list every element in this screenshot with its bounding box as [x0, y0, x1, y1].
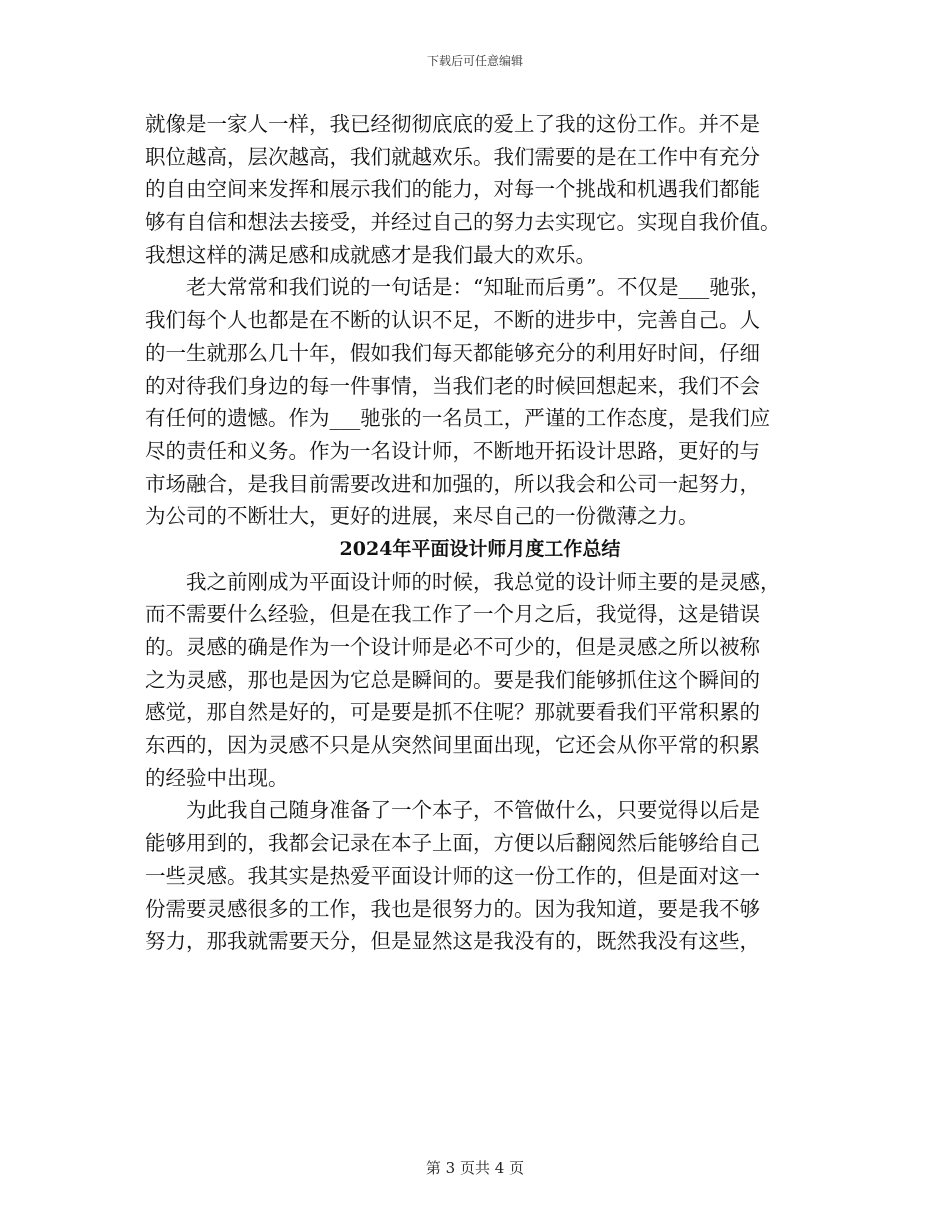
text-line: 尽的责任和义务。作为一名设计师，不断地开拓设计思路，更好的与 — [145, 438, 760, 463]
text-line: 为公司的不断壮大，更好的进展，来尽自己的一份微薄之力。 — [145, 504, 699, 529]
text-line: 之为灵感，那也是因为它总是瞬间的。要是我们能够抓住这个瞬间的 — [145, 667, 760, 692]
text-line: 感觉，那自然是好的，可是要是抓不住呢？那就要看我们平常积累的 — [145, 700, 760, 725]
text-line: 我之前刚成为平面设计师的时候，我总觉的设计师主要的是灵感， — [145, 569, 781, 594]
text-line: 老大常常和我们说的一句话是：“知耻而后勇”。不仅是___驰张， — [145, 275, 771, 300]
text-line: 就像是一家人一样，我已经彻彻底底的爱上了我的这份工作。并不是 — [145, 112, 760, 136]
page-header: 下载后可任意编辑 — [426, 54, 523, 68]
text-line: 一些灵感。我其实是热爱平面设计师的这一份工作的，但是面对这一 — [145, 863, 760, 888]
text-line: 东西的，因为灵感不只是从突然间里面出现，它还会从你平常的积累 — [145, 733, 760, 758]
page-footer: 第 3 页共 4 页 — [425, 1159, 525, 1177]
section-title: 2024年平面设计师月度工作总结 — [339, 537, 621, 560]
text-line: 职位越高，层次越高，我们就越欢乐。我们需要的是在工作中有充分 — [145, 144, 760, 169]
text-line: 份需要灵感很多的工作，我也是很努力的。因为我知道，要是我不够 — [145, 896, 760, 921]
text-line: 的。灵感的确是作为一个设计师是必不可少的，但是灵感之所以被称 — [145, 635, 760, 659]
text-line: 努力，那我就需要天分，但是显然这是我没有的，既然我没有这些， — [145, 929, 760, 954]
text-line: 的一生就那么几十年，假如我们每天都能够充分的利用好时间，仔细 — [145, 340, 760, 365]
text-line: 而不需要什么经验，但是在我工作了一个月之后，我觉得，这是错误 — [145, 602, 760, 627]
text-line: 够有自信和想法去接受，并经过自己的努力去实现它。实现自我价值。 — [145, 210, 781, 235]
text-line: 的自由空间来发挥和展示我们的能力，对每一个挑战和机遇我们都能 — [145, 177, 760, 202]
text-line: 为此我自己随身准备了一个本子，不管做什么，只要觉得以后是 — [145, 798, 760, 823]
document-body — [145, 108, 815, 958]
text-line: 市场融合，是我目前需要改进和加强的，所以我会和公司一起努力， — [145, 471, 760, 496]
text-line: 我们每个人也都是在不断的认识不足，不断的进步中，完善自己。人 — [145, 308, 760, 333]
text-line: 的经验中出现。 — [145, 765, 289, 790]
text-line: 我想这样的满足感和成就感才是我们最大的欢乐。 — [145, 242, 596, 267]
text-line: 的对待我们身边的每一件事情，当我们老的时候回想起来，我们不会 — [145, 373, 760, 398]
text-line: 有任何的遗憾。作为___驰张的一名员工，严谨的工作态度，是我们应 — [145, 406, 771, 431]
text-line: 能够用到的，我都会记录在本子上面，方便以后翻阅然后能够给自己 — [145, 831, 760, 856]
